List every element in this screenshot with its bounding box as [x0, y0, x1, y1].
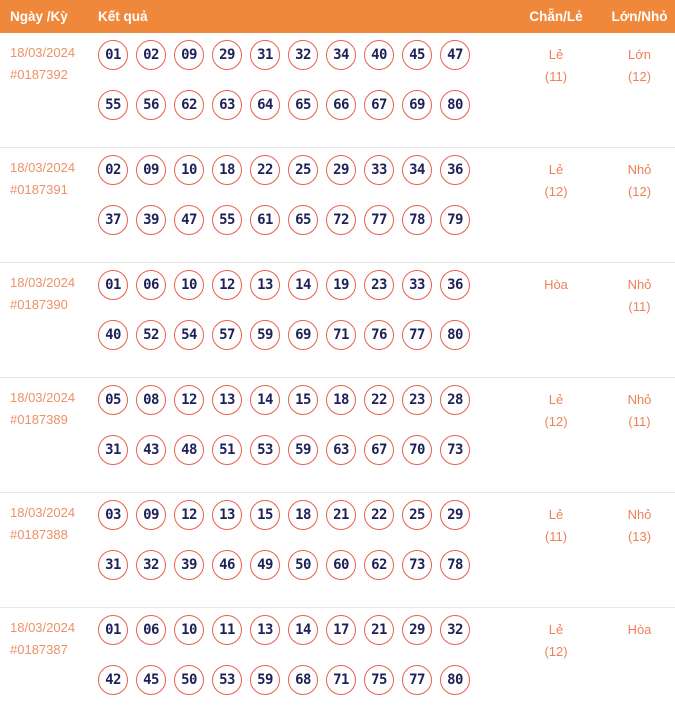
lottery-ball: 59 — [288, 435, 318, 465]
lottery-ball: 67 — [364, 435, 394, 465]
lottery-ball: 25 — [288, 155, 318, 185]
lottery-ball: 39 — [174, 550, 204, 580]
lottery-ball: 18 — [212, 155, 242, 185]
lottery-ball: 31 — [98, 435, 128, 465]
draw-id: #0187388 — [10, 527, 68, 542]
lottery-ball: 12 — [174, 385, 204, 415]
lottery-ball: 65 — [288, 90, 318, 120]
lottery-ball: 72 — [326, 205, 356, 235]
numbers-line-1 — [98, 500, 508, 530]
lottery-ball: 31 — [98, 550, 128, 580]
header-date-column: Ngày /Kỳ — [10, 9, 68, 24]
lottery-ball: 02 — [136, 40, 166, 70]
lottery-ball: 14 — [288, 270, 318, 300]
big-small-value: Nhỏ — [627, 507, 652, 522]
lottery-ball: 01 — [98, 615, 128, 645]
lottery-ball: 22 — [364, 385, 394, 415]
draw-numbers-cell — [98, 608, 508, 723]
table-header — [0, 0, 675, 33]
big-small-cell — [604, 493, 675, 607]
lottery-ball: 32 — [288, 40, 318, 70]
lottery-ball: 29 — [212, 40, 242, 70]
lottery-ball: 10 — [174, 270, 204, 300]
numbers-line-1 — [98, 615, 508, 645]
draw-date: 18/03/2024 — [10, 160, 76, 175]
odd-even-count: (11) — [544, 529, 568, 544]
numbers-line-2 — [98, 90, 508, 120]
odd-even-value: Lẻ — [548, 622, 564, 637]
lottery-ball: 02 — [98, 155, 128, 185]
result-row — [0, 148, 675, 263]
lottery-ball: 36 — [440, 155, 470, 185]
draw-date-cell — [0, 33, 98, 147]
draw-id: #0187391 — [10, 182, 68, 197]
big-small-value: Nhỏ — [627, 392, 652, 407]
lottery-ball: 37 — [98, 205, 128, 235]
odd-even-count: (12) — [544, 184, 568, 199]
lottery-ball: 11 — [212, 615, 242, 645]
lottery-ball: 15 — [250, 500, 280, 530]
lottery-ball: 45 — [136, 665, 166, 695]
lottery-ball: 59 — [250, 320, 280, 350]
odd-even-value: Lẻ — [548, 392, 564, 407]
lottery-ball: 33 — [364, 155, 394, 185]
lottery-ball: 29 — [326, 155, 356, 185]
odd-even-count: (11) — [544, 69, 568, 84]
lottery-ball: 28 — [440, 385, 470, 415]
lottery-ball: 33 — [402, 270, 432, 300]
lottery-ball: 75 — [364, 665, 394, 695]
draw-id: #0187392 — [10, 67, 68, 82]
big-small-count: (11) — [628, 299, 651, 314]
draw-numbers-cell — [98, 33, 508, 147]
lottery-ball: 60 — [326, 550, 356, 580]
lottery-ball: 77 — [402, 665, 432, 695]
lottery-ball: 09 — [174, 40, 204, 70]
numbers-line-1 — [98, 270, 508, 300]
lottery-ball: 32 — [440, 615, 470, 645]
lottery-ball: 23 — [364, 270, 394, 300]
odd-even-cell — [508, 148, 604, 262]
lottery-ball: 49 — [250, 550, 280, 580]
big-small-cell — [604, 378, 675, 492]
lottery-ball: 78 — [402, 205, 432, 235]
lottery-ball: 12 — [174, 500, 204, 530]
lottery-ball: 69 — [402, 90, 432, 120]
lottery-ball: 55 — [212, 205, 242, 235]
lottery-ball: 23 — [402, 385, 432, 415]
big-small-cell — [604, 608, 675, 723]
lottery-ball: 06 — [136, 270, 166, 300]
lottery-ball: 22 — [364, 500, 394, 530]
big-small-cell — [604, 263, 675, 377]
odd-even-value: Hòa — [544, 277, 568, 292]
result-row — [0, 608, 675, 723]
lottery-ball: 80 — [440, 320, 470, 350]
header-result-column: Kết quả — [98, 9, 148, 24]
lottery-ball: 13 — [250, 270, 280, 300]
draw-date-cell — [0, 378, 98, 492]
lottery-ball: 31 — [250, 40, 280, 70]
lottery-ball: 71 — [326, 320, 356, 350]
lottery-ball: 71 — [326, 665, 356, 695]
lottery-ball: 64 — [250, 90, 280, 120]
lottery-ball: 29 — [402, 615, 432, 645]
odd-even-count: (12) — [544, 414, 568, 429]
lottery-ball: 77 — [364, 205, 394, 235]
lottery-ball: 77 — [402, 320, 432, 350]
lottery-ball: 13 — [212, 500, 242, 530]
lottery-ball: 61 — [250, 205, 280, 235]
result-row — [0, 493, 675, 608]
lottery-ball: 53 — [212, 665, 242, 695]
lottery-ball: 21 — [364, 615, 394, 645]
lottery-ball: 06 — [136, 615, 166, 645]
lottery-ball: 08 — [136, 385, 166, 415]
lottery-ball: 52 — [136, 320, 166, 350]
odd-even-cell — [508, 33, 604, 147]
lottery-ball: 19 — [326, 270, 356, 300]
big-small-value: Hòa — [627, 622, 652, 637]
draw-date: 18/03/2024 — [10, 275, 76, 290]
numbers-line-2 — [98, 320, 508, 350]
lottery-ball: 50 — [174, 665, 204, 695]
lottery-ball: 55 — [98, 90, 128, 120]
lottery-ball: 34 — [326, 40, 356, 70]
lottery-ball: 21 — [326, 500, 356, 530]
lottery-ball: 73 — [402, 550, 432, 580]
lottery-ball: 18 — [288, 500, 318, 530]
draw-date-cell — [0, 263, 98, 377]
lottery-ball: 63 — [212, 90, 242, 120]
draw-id: #0187387 — [10, 642, 68, 657]
lottery-ball: 18 — [326, 385, 356, 415]
draw-numbers-cell — [98, 493, 508, 607]
lottery-ball: 46 — [212, 550, 242, 580]
numbers-line-1 — [98, 385, 508, 415]
lottery-ball: 73 — [440, 435, 470, 465]
lottery-ball: 05 — [98, 385, 128, 415]
big-small-count: (12) — [627, 69, 652, 84]
lottery-ball: 14 — [250, 385, 280, 415]
draw-numbers-cell — [98, 263, 508, 377]
header-odd-even-column: Chẵn/Lẻ — [529, 9, 583, 24]
draw-date-cell — [0, 148, 98, 262]
odd-even-value: Lẻ — [548, 507, 564, 522]
draw-date: 18/03/2024 — [10, 505, 76, 520]
numbers-line-1 — [98, 155, 508, 185]
result-row — [0, 33, 675, 148]
lottery-ball: 53 — [250, 435, 280, 465]
draw-id: #0187390 — [10, 297, 68, 312]
odd-even-cell — [508, 263, 604, 377]
big-small-value: Nhỏ — [627, 277, 652, 292]
lottery-ball: 63 — [326, 435, 356, 465]
odd-even-cell — [508, 608, 604, 723]
big-small-cell — [604, 33, 675, 147]
results-body — [0, 33, 675, 723]
big-small-value: Lớn — [628, 47, 651, 62]
lottery-ball: 09 — [136, 155, 166, 185]
draw-date: 18/03/2024 — [10, 45, 76, 60]
numbers-line-2 — [98, 550, 508, 580]
lottery-ball: 54 — [174, 320, 204, 350]
draw-date: 18/03/2024 — [10, 390, 76, 405]
draw-date-cell — [0, 493, 98, 607]
lottery-ball: 32 — [136, 550, 166, 580]
lottery-ball: 34 — [402, 155, 432, 185]
lottery-ball: 62 — [174, 90, 204, 120]
lottery-ball: 57 — [212, 320, 242, 350]
draw-date-cell — [0, 608, 98, 723]
odd-even-cell — [508, 493, 604, 607]
result-row — [0, 378, 675, 493]
numbers-line-2 — [98, 665, 508, 695]
big-small-value: Nhỏ — [627, 162, 652, 177]
lottery-ball: 76 — [364, 320, 394, 350]
result-row — [0, 263, 675, 378]
lottery-ball: 17 — [326, 615, 356, 645]
lottery-ball: 13 — [212, 385, 242, 415]
lottery-ball: 10 — [174, 155, 204, 185]
lottery-ball: 51 — [212, 435, 242, 465]
odd-even-value: Lẻ — [548, 162, 564, 177]
lottery-ball: 03 — [98, 500, 128, 530]
lottery-ball: 78 — [440, 550, 470, 580]
lottery-ball: 68 — [288, 665, 318, 695]
lottery-ball: 40 — [98, 320, 128, 350]
lottery-ball: 45 — [402, 40, 432, 70]
lottery-ball: 69 — [288, 320, 318, 350]
lottery-ball: 47 — [174, 205, 204, 235]
lottery-ball: 14 — [288, 615, 318, 645]
lottery-ball: 22 — [250, 155, 280, 185]
lottery-ball: 01 — [98, 40, 128, 70]
odd-even-cell — [508, 378, 604, 492]
lottery-ball: 42 — [98, 665, 128, 695]
lottery-ball: 80 — [440, 90, 470, 120]
big-small-count: (11) — [628, 414, 651, 429]
lottery-ball: 48 — [174, 435, 204, 465]
header-big-small-column: Lớn/Nhỏ — [611, 9, 668, 24]
lottery-ball: 01 — [98, 270, 128, 300]
lottery-ball: 47 — [440, 40, 470, 70]
lottery-ball: 59 — [250, 665, 280, 695]
lottery-ball: 15 — [288, 385, 318, 415]
lottery-ball: 70 — [402, 435, 432, 465]
lottery-ball: 65 — [288, 205, 318, 235]
draw-date: 18/03/2024 — [10, 620, 76, 635]
numbers-line-2 — [98, 205, 508, 235]
lottery-ball: 29 — [440, 500, 470, 530]
draw-numbers-cell — [98, 378, 508, 492]
lottery-ball: 80 — [440, 665, 470, 695]
lottery-ball: 56 — [136, 90, 166, 120]
lottery-ball: 50 — [288, 550, 318, 580]
lottery-ball: 10 — [174, 615, 204, 645]
lottery-ball: 66 — [326, 90, 356, 120]
lottery-ball: 13 — [250, 615, 280, 645]
big-small-cell — [604, 148, 675, 262]
lottery-ball: 79 — [440, 205, 470, 235]
odd-even-value: Lẻ — [548, 47, 564, 62]
lottery-ball: 62 — [364, 550, 394, 580]
lottery-ball: 09 — [136, 500, 166, 530]
lottery-ball: 40 — [364, 40, 394, 70]
odd-even-count: (12) — [544, 644, 568, 659]
draw-numbers-cell — [98, 148, 508, 262]
lottery-ball: 67 — [364, 90, 394, 120]
numbers-line-1 — [98, 40, 508, 70]
big-small-count: (12) — [627, 184, 652, 199]
draw-id: #0187389 — [10, 412, 68, 427]
big-small-count: (13) — [627, 529, 652, 544]
lottery-ball: 43 — [136, 435, 166, 465]
lottery-ball: 39 — [136, 205, 166, 235]
lottery-ball: 12 — [212, 270, 242, 300]
lottery-ball: 36 — [440, 270, 470, 300]
numbers-line-2 — [98, 435, 508, 465]
lottery-ball: 25 — [402, 500, 432, 530]
